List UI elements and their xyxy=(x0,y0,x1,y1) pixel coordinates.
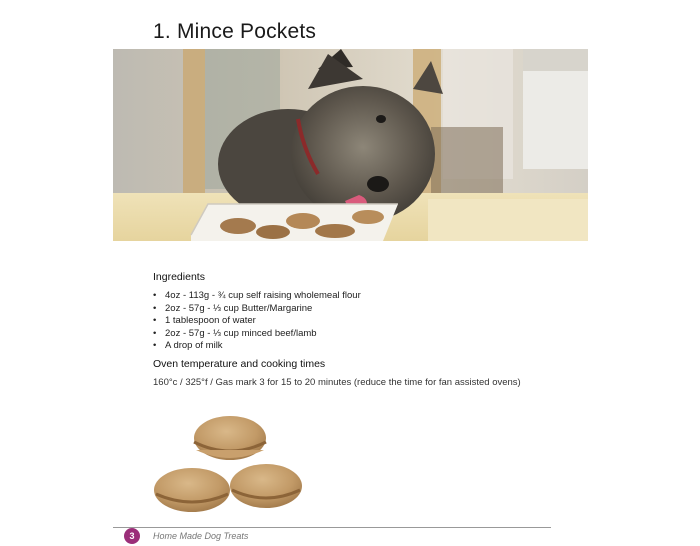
page-title: 1. Mince Pockets xyxy=(153,20,317,43)
list-item: • 1 tablespoon of water xyxy=(153,315,256,327)
dog-photo xyxy=(113,49,588,241)
page-number-badge: 3 xyxy=(124,528,140,544)
list-item: • 2oz - 57g - ⅓ cup minced beef/lamb xyxy=(153,327,317,339)
list-item: • 2oz - 57g - ⅓ cup Butter/Margarine xyxy=(153,302,313,314)
oven-heading: Oven temperature and cooking times xyxy=(153,358,326,370)
footer-divider xyxy=(113,527,551,528)
oven-instructions: 160°c / 325°f / Gas mark 3 for 15 to 20 minutes (reduce the time for fan assisted ovens) xyxy=(153,377,521,388)
list-item: • A drop of milk xyxy=(153,340,223,352)
ingredients-heading: Ingredients xyxy=(153,271,205,283)
footer-book-title: Home Made Dog Treats xyxy=(153,531,249,541)
ingredients-list xyxy=(153,290,361,353)
list-item: • 4oz - 113g - ¾ cup self raising wholemeal flour xyxy=(153,290,361,301)
treats-photo xyxy=(150,408,310,520)
